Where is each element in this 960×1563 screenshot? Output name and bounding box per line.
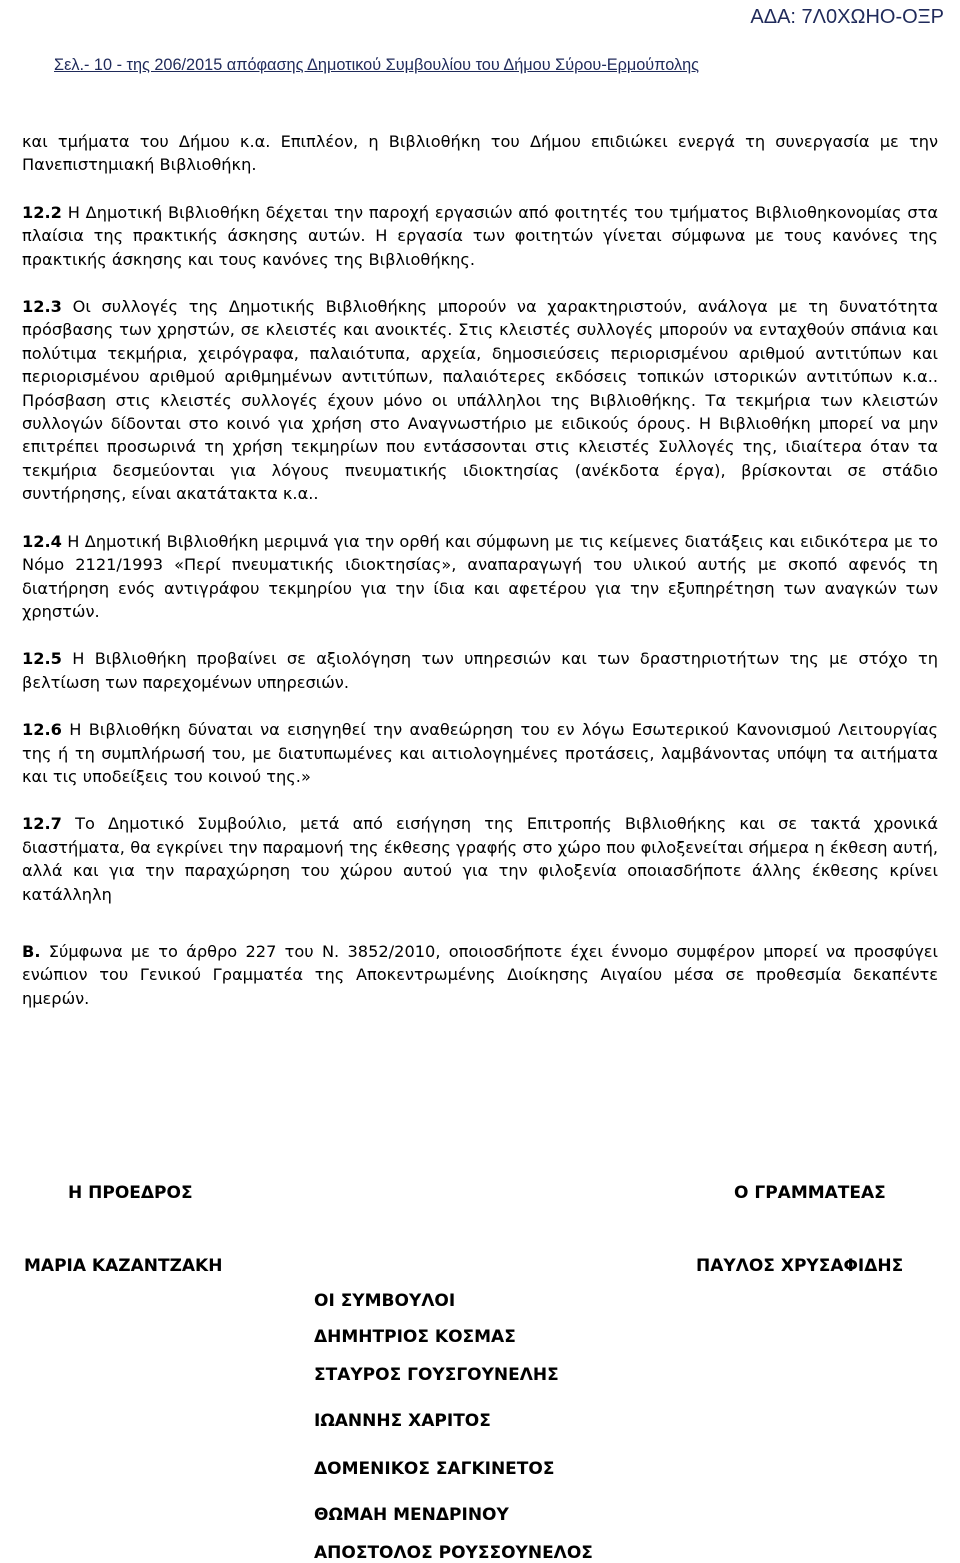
member-name: ΣΤΑΥΡΟΣ ΓΟΥΣΓΟΥΝΕΛΗΣ bbox=[314, 1365, 559, 1385]
paragraph-12-3 bbox=[22, 295, 938, 506]
member-name: ΙΩΑΝΝΗΣ ΧΑΡΙΤΟΣ bbox=[314, 1411, 491, 1431]
paragraph-text: Το Δημοτικό Συμβούλιο, μετά από εισήγηση της Επιτροπής Βιβλιοθήκης και σε τακτά χρονικά διαστήματα, θα εγκρίνει την παραμονή της έκθεσης γραφής στο χώρο που φιλοξενείται σήμερα η έκθεση αυτή, αλλά και για την παραχώρηση του χώρου αυτού για την φιλοξενία οποιασδήποτε άλλης έκθεσης κρίνει κατάλληλη bbox=[22, 814, 938, 904]
paragraph-number: 12.3 bbox=[22, 297, 62, 317]
paragraph-12-6 bbox=[22, 718, 938, 788]
member-name: ΔΟΜΕΝΙΚΟΣ ΣΑΓΚΙΝΕΤΟΣ bbox=[314, 1459, 555, 1479]
secretary-title: Ο ΓΡΑΜΜΑΤΕΑΣ bbox=[734, 1183, 886, 1203]
president-title: Η ΠΡΟΕΔΡΟΣ bbox=[68, 1183, 193, 1203]
paragraph-number: 12.4 bbox=[22, 531, 62, 551]
member-name: ΔΗΜΗΤΡΙΟΣ ΚΟΣΜΑΣ bbox=[314, 1327, 516, 1347]
paragraph-12-2 bbox=[22, 201, 938, 271]
paragraph-number: 12.2 bbox=[22, 202, 62, 222]
decision-reference: Σελ.- 10 - της 206/2015 απόφασης Δημοτικού Συμβουλίου του Δήμου Σύρου-Ερμούπολης bbox=[54, 56, 699, 74]
paragraph-12-5 bbox=[22, 647, 938, 694]
paragraph-text: Η Δημοτική Βιβλιοθήκη μεριμνά για την ορθή και σύμφωνη με τις κείμενες διατάξεις και ειδικότερα με το Νόμο 2121/1993 «Περί πνευματικής ιδιοκτησίας», αναπαραγωγή του υλικού αυτής με σκοπό αφενός τη διατήρηση ενός αντιγράφου τεκμηρίου για την ίδια και αφετέρου για την εξυπηρέτηση των αναγκών των χρηστών. bbox=[22, 531, 938, 621]
paragraph-number: 12.6 bbox=[22, 720, 62, 740]
president-name: ΜΑΡΙΑ ΚΑΖΑΝΤΖΑΚΗ bbox=[24, 1256, 223, 1276]
member-name: ΑΠΟΣΤΟΛΟΣ ΡΟΥΣΣΟΥΝΕΛΟΣ bbox=[314, 1543, 593, 1563]
paragraph-text: Η Βιβλιοθήκη δύναται να εισηγηθεί την αναθεώρηση του εν λόγω Εσωτερικού Κανονισμού Λειτουργίας της ή τη συμπλήρωσή του, με διατυπωμένες και αιτιολογημένες προτάσεις, λαμβάνοντας υπόψη τα αιτήματα και τις υποδείξεις του κοινού της.» bbox=[22, 720, 938, 786]
document-body bbox=[22, 130, 938, 1034]
paragraph bbox=[22, 130, 938, 177]
members-title: ΟΙ ΣΥΜΒΟΥΛΟΙ bbox=[314, 1291, 456, 1311]
member-name: ΘΩΜΑΗ ΜΕΝΔΡΙΝΟΥ bbox=[314, 1505, 509, 1525]
paragraph-b bbox=[22, 940, 938, 1010]
council-members bbox=[314, 1291, 593, 1563]
paragraph-text: Σύμφωνα με το άρθρο 227 του Ν. 3852/2010, οποιοσδήποτε έχει έννομο συμφέρον μπορεί να προσφύγει ενώπιον του Γενικού Γραμματέα της Αποκεντρωμένης Διοίκησης Αιγαίου μέσα σε προθεσμία δεκαπέντε ημερών. bbox=[22, 941, 938, 1008]
paragraph-text: Η Βιβλιοθήκη προβαίνει σε αξιολόγηση των υπηρεσιών και των δραστηριοτήτων της με στόχο τη βελτίωση των παρεχομένων υπηρεσιών. bbox=[22, 649, 938, 692]
paragraph-text: Η Δημοτική Βιβλιοθήκη δέχεται την παροχή εργασιών από φοιτητές του τμήματος Βιβλιοθηκονομίας στα πλαίσια της πρακτικής άσκησης αυτών. Η εργασία των φοιτητών γίνεται σύμφωνα με τους κανόνες της πρακτικής άσκησης και τους κανόνες της Βιβλιοθήκης. bbox=[22, 202, 938, 269]
paragraph-12-7 bbox=[22, 812, 938, 906]
paragraph-number: 12.5 bbox=[22, 649, 62, 669]
paragraph-number: 12.7 bbox=[22, 814, 62, 834]
ada-code: ΑΔΑ: 7Λ0ΧΩΗΟ-ΟΞΡ bbox=[750, 6, 944, 28]
paragraph-12-4 bbox=[22, 530, 938, 624]
paragraph-number: Β. bbox=[22, 941, 41, 961]
secretary-name: ΠΑΥΛΟΣ ΧΡΥΣΑΦΙΔΗΣ bbox=[696, 1256, 904, 1276]
paragraph-text: Οι συλλογές της Δημοτικής Βιβλιοθήκης μπορούν να χαρακτηριστούν, ανάλογα με τη δυνατότητα πρόσβασης των χρηστών, σε κλειστές και ανοικτές. Στις κλειστές συλλογές μπορούν να ενταχθούν σπάνια και πολύτιμα τεκμήρια, χειρόγραφα, παλαιότυπα, αρχεία, δημοσιεύσεις περιορισμένου αριθμού αντιτύπων και περιορισμένου αριθμού αριθμημένων αντιτύπων, παλαιότερες εκδόσεις τοπικών ιστορικών αντιτύπων κ.α.. Πρόσβαση στις κλειστές συλλογές έχουν μόνο οι υπάλληλοι της Βιβλιοθήκης. Τα τεκμήρια των κλειστών συλλογών δίδονται στο κοινό για χρήση στο Αναγνωστήριο με ειδικούς όρους. Η Βιβλιοθήκη μπορεί να μην επιτρέπει προσωρινά τη χρήση τεκμηρίων που εντάσσονται στις κλειστές Συλλογές της, ιδιαίτερα όταν τα τεκμήρια δεσμεύονται για λόγους πνευματικής ιδιοκτησίας (ανέκδοτα έργα), βρίσκονται σε στάδιο συντήρησης, είναι ακατάτακτα κ.α.. bbox=[22, 297, 938, 504]
paragraph-text: και τμήματα του Δήμου κ.α. Επιπλέον, η Βιβλιοθήκη του Δήμου επιδιώκει ενεργά τη συνεργασία με την Πανεπιστημιακή Βιβλιοθήκη. bbox=[22, 132, 938, 175]
